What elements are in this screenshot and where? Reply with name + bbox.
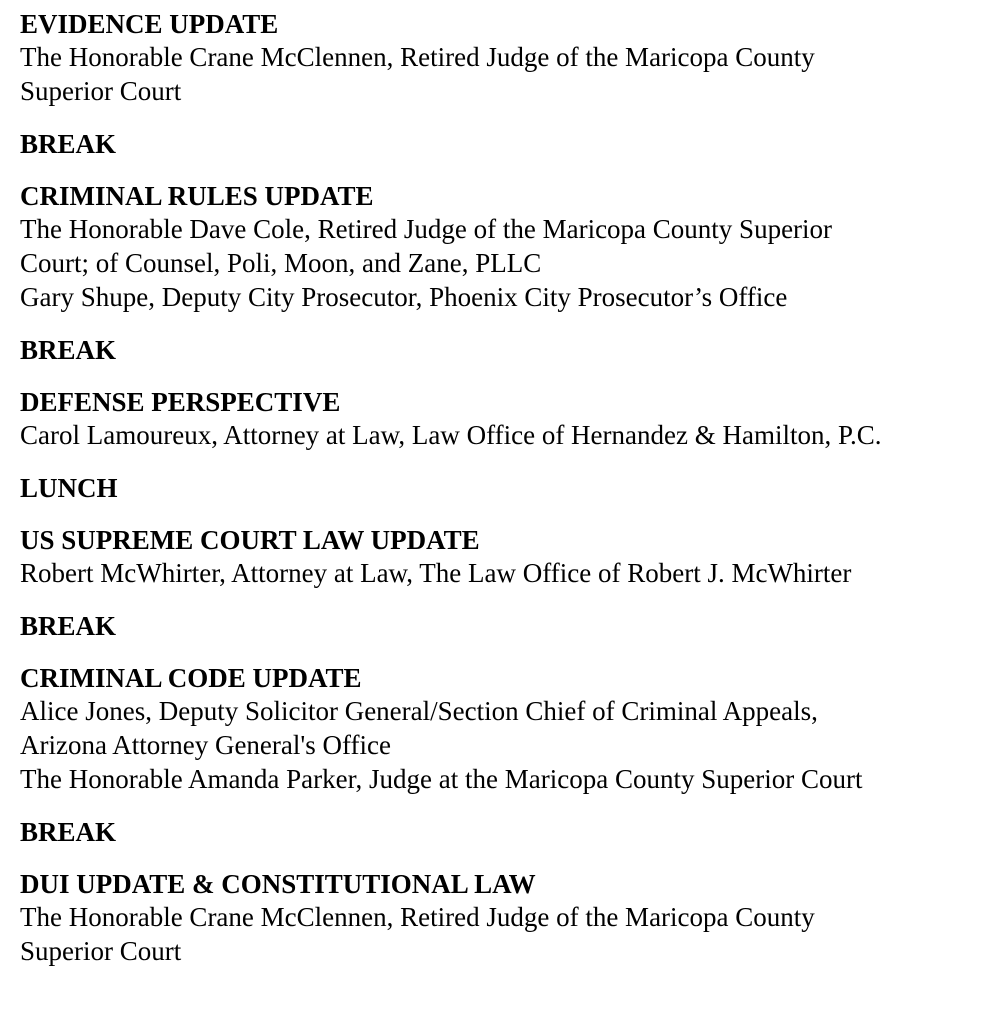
- agenda-section-us-supreme-court-law-update: [20, 524, 995, 590]
- speaker-line: Court; of Counsel, Poli, Moon, and Zane, PLLC: [20, 248, 542, 278]
- speaker-line: Superior Court: [20, 76, 182, 106]
- agenda-section-criminal-code-update: [20, 662, 995, 796]
- speaker-line: The Honorable Dave Cole, Retired Judge of the Maricopa County Superior: [20, 214, 833, 244]
- section-title: BREAK: [20, 335, 117, 365]
- speaker-line: Robert McWhirter, Attorney at Law, The Law Office of Robert J. McWhirter: [20, 558, 852, 588]
- section-title: US SUPREME COURT LAW UPDATE: [20, 525, 480, 555]
- speaker-line: The Honorable Crane McClennen, Retired Judge of the Maricopa County: [20, 42, 815, 72]
- speaker-line: Arizona Attorney General's Office: [20, 730, 391, 760]
- agenda-section-dui-update-constitutional-law: [20, 868, 995, 968]
- agenda-section-lunch: [20, 472, 995, 504]
- agenda-section-criminal-rules-update: [20, 180, 995, 314]
- section-title: DEFENSE PERSPECTIVE: [20, 387, 341, 417]
- section-title: BREAK: [20, 611, 117, 641]
- agenda-section-break: [20, 334, 995, 366]
- speaker-line: The Honorable Crane McClennen, Retired Judge of the Maricopa County: [20, 902, 815, 932]
- section-title: CRIMINAL CODE UPDATE: [20, 663, 362, 693]
- agenda-section-break: [20, 816, 995, 848]
- agenda-document: [20, 8, 995, 988]
- agenda-section-evidence-update: [20, 8, 995, 108]
- section-title: BREAK: [20, 129, 117, 159]
- speaker-line: Carol Lamoureux, Attorney at Law, Law Office of Hernandez & Hamilton, P.C.: [20, 420, 882, 450]
- section-title: DUI UPDATE & CONSTITUTIONAL LAW: [20, 869, 536, 899]
- section-title: EVIDENCE UPDATE: [20, 9, 279, 39]
- agenda-section-break: [20, 610, 995, 642]
- speaker-line: Superior Court: [20, 936, 182, 966]
- speaker-line: Gary Shupe, Deputy City Prosecutor, Phoenix City Prosecutor’s Office: [20, 282, 788, 312]
- speaker-line: Alice Jones, Deputy Solicitor General/Section Chief of Criminal Appeals,: [20, 696, 818, 726]
- section-title: CRIMINAL RULES UPDATE: [20, 181, 374, 211]
- section-title: BREAK: [20, 817, 117, 847]
- speaker-line: The Honorable Amanda Parker, Judge at the Maricopa County Superior Court: [20, 764, 863, 794]
- section-title: LUNCH: [20, 473, 118, 503]
- agenda-section-defense-perspective: [20, 386, 995, 452]
- agenda-section-break: [20, 128, 995, 160]
